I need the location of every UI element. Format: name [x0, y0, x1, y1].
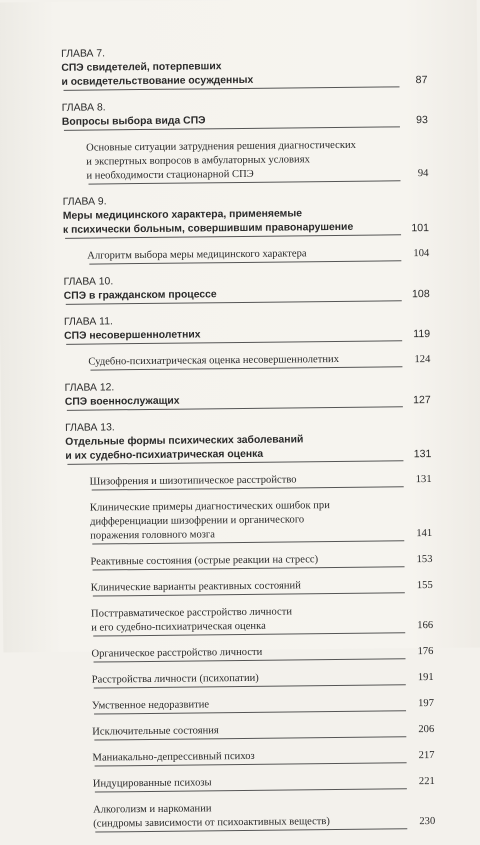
toc-section-entry	[90, 472, 432, 491]
toc-section-entry	[93, 800, 435, 833]
page-number: 221	[418, 775, 435, 788]
entry-title-line: (синдромы зависимости от психоактивных веществ)	[93, 816, 330, 830]
entry-title-line: Реактивные состояния (острые реакции на стресс)	[90, 554, 319, 568]
entry-title-line: Судебно-психиатрическая оценка несовершеннолетних	[88, 353, 340, 368]
page-number: 155	[416, 579, 433, 592]
toc-section-entry	[90, 552, 432, 571]
entry-title-line: Исключительные состояния	[92, 725, 219, 738]
page-number: 119	[413, 328, 431, 341]
toc-chapter-entry	[65, 378, 431, 411]
toc-section-entry	[88, 352, 430, 371]
page-number: 197	[418, 697, 435, 710]
page-number: 206	[418, 723, 435, 736]
page-number: 101	[411, 222, 430, 235]
entry-title-line: Шизофрения и шизотипическое расстройство	[89, 474, 297, 488]
table-of-contents	[61, 44, 435, 844]
toc-section-entry	[91, 604, 433, 637]
entry-title-line: и освидетельствование осужденных	[61, 74, 254, 88]
entry-title-line: Клинические примеры диагностических ошибок при	[89, 500, 330, 514]
entry-title-line: Органическое расстройство личности	[91, 646, 263, 660]
entry-title-line: Меры медицинского характера, применяемые	[62, 208, 303, 222]
toc-section-entry	[91, 644, 433, 663]
entry-title-line: Индуцированные психозы	[92, 777, 212, 790]
chapter-label: ГЛАВА 8.	[61, 102, 106, 114]
page-number: 131	[413, 448, 432, 461]
entry-title-line: СПЭ свидетелей, потерпевших	[61, 61, 222, 74]
page-number: 104	[413, 248, 430, 260]
toc-section-entry	[91, 578, 433, 597]
entry-title-line: Отдельные формы психических заболеваний	[65, 434, 304, 448]
entry-title-line: дифференциации шизофрении и органического	[89, 514, 305, 528]
toc-section-entry	[92, 748, 434, 767]
entry-title-line: и экспертных вопросов в амбулаторных условиях	[86, 154, 310, 168]
entry-title-line: Маниакально-депрессивный психоз	[92, 750, 255, 764]
toc-chapter-entry	[65, 418, 431, 465]
page-number: 131	[415, 474, 432, 486]
toc-chapter-entry	[62, 98, 428, 131]
entry-title-line: Основные ситуации затруднения решения диагностических	[86, 139, 356, 154]
chapter-label: ГЛАВА 10.	[63, 276, 114, 288]
page-number: 176	[417, 645, 434, 658]
entry-title-line: Вопросы выбора вида СПЭ	[61, 115, 206, 128]
page-number: 108	[411, 288, 430, 301]
page-number: 124	[414, 354, 431, 366]
entry-title-line: Расстройства личности (психопатии)	[91, 672, 259, 686]
page-number: 87	[415, 74, 428, 87]
toc-chapter-entry	[61, 44, 427, 91]
entry-title-line: и необходимости стационарной СПЭ	[86, 168, 254, 182]
toc-chapter-entry	[63, 272, 429, 305]
toc-chapter-entry	[63, 192, 429, 239]
entry-title-line: Алгоритм выбора меры медицинского характера	[87, 248, 307, 262]
page-number: 191	[417, 671, 434, 684]
chapter-label: ГЛАВА 12.	[64, 382, 115, 394]
toc-section-entry	[92, 722, 434, 741]
entry-title-line: СПЭ военнослужащих	[64, 395, 180, 408]
page-number: 141	[416, 527, 433, 540]
page-number: 217	[418, 749, 435, 762]
chapter-label: ГЛАВА 9.	[62, 196, 107, 208]
entry-title-line: Умственное недоразвитие	[91, 699, 210, 712]
entry-title-line: Алкоголизм и наркомании	[93, 803, 212, 816]
entry-title-line: поражения головного мозга	[90, 529, 216, 542]
toc-section-entry	[90, 498, 432, 545]
toc-section-entry	[92, 670, 434, 689]
entry-title-line: и его судебно-психиатрическая оценка	[91, 620, 266, 634]
chapter-label: ГЛАВА 13.	[65, 422, 115, 434]
page-number: 127	[413, 394, 431, 407]
page-number: 153	[416, 553, 433, 566]
entry-title-line: Клинические варианты реактивных состояний	[90, 580, 301, 594]
chapter-label: ГЛАВА 7.	[61, 48, 106, 60]
toc-section-entry	[86, 138, 428, 185]
entry-title-line: Посттравматическое расстройство личности	[90, 606, 293, 620]
page-number: 93	[416, 114, 428, 127]
toc-section-entry	[93, 774, 435, 793]
chapter-label: ГЛАВА 11.	[63, 316, 113, 328]
entry-title-line: СПЭ несовершеннолетних	[64, 329, 201, 342]
entry-title-line: СПЭ в гражданском процессе	[63, 289, 217, 302]
page-number: 166	[417, 619, 434, 632]
toc-section-entry	[87, 246, 429, 265]
entry-title-line: к психически больным, совершившим правонарушение	[62, 221, 354, 236]
entry-title-line: и их судебно-психиатрическая оценка	[65, 448, 264, 462]
page-number: 230	[419, 815, 436, 828]
toc-section-entry	[92, 696, 434, 715]
page-number: 94	[417, 168, 429, 180]
toc-chapter-entry	[64, 312, 430, 345]
